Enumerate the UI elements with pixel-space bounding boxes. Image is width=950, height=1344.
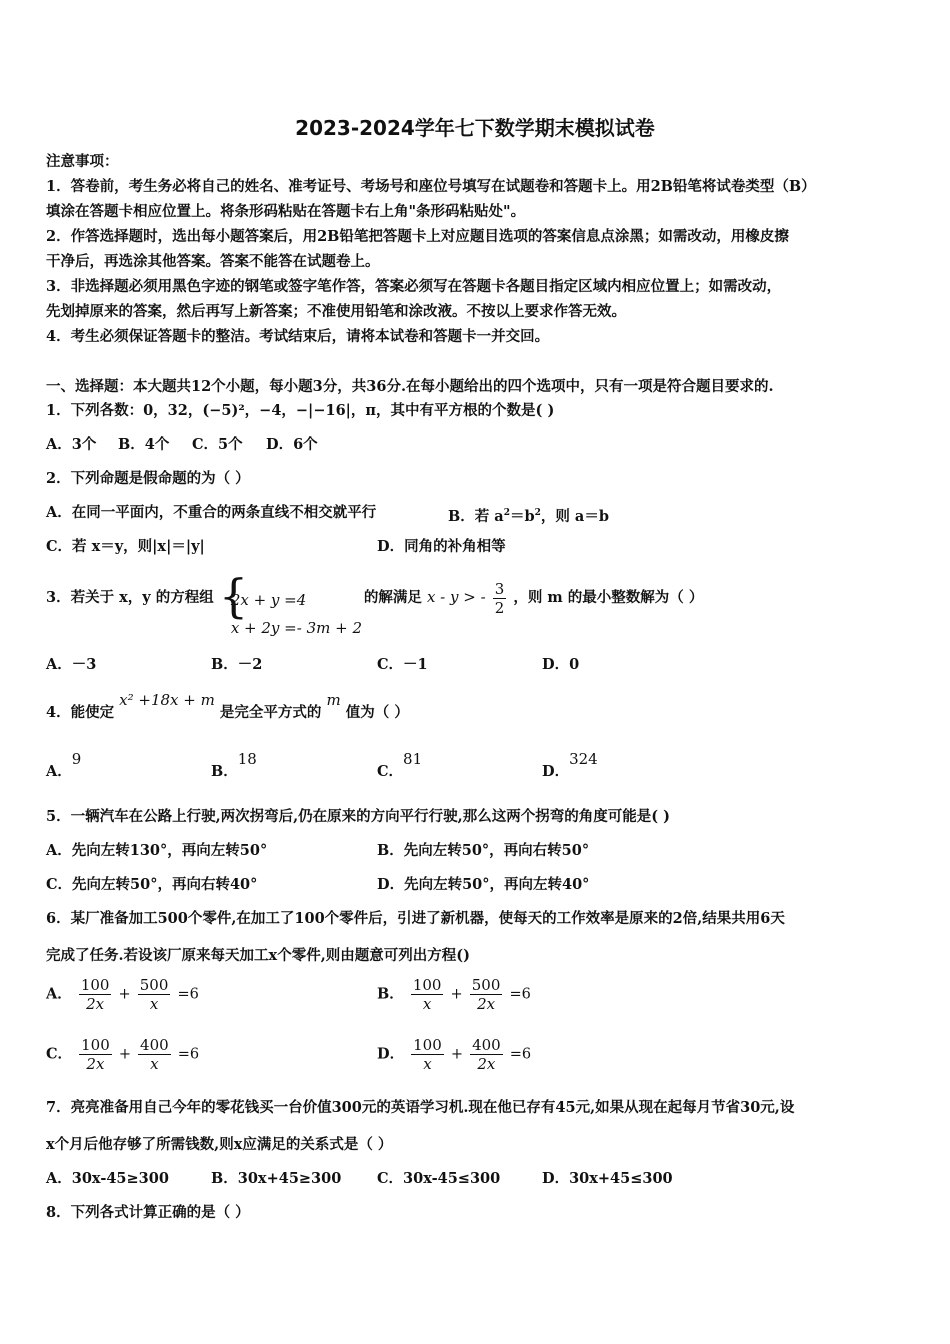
question-7-stem: 7．亮亮准备用自己今年的零花钱买一台价值300元的英语学习机.现在他已存有45元,如果从现在起每月节省30元,设 [46,1099,795,1116]
q6-option-c: C． $\frac{100}{2x}$ + $\frac{400}{x}$ =6 [46,1036,200,1073]
q2-option-d: D．同角的补角相等 [377,538,506,555]
q3-option-d: D．0 [542,656,580,673]
q6-option-a: A． $\frac{100}{2x}$ + $\frac{500}{x}$ =6 [46,976,199,1013]
notice-line: 2．作答选择题时，选出每小题答案后，用2B铅笔把答题卡上对应题目选项的答案信息点涂黑；如需改动，用橡皮擦 [46,228,789,245]
notice-heading: 注意事项： [46,153,119,170]
notice-line: 4．考生必须保证答题卡的整洁。考试结束后，请将本试卷和答题卡一并交回。 [46,328,550,345]
q5-option-a: A．先向左转130°，再向左转50° [46,842,268,859]
q5-option-b: B．先向左转50°，再向右转50° [377,842,590,859]
q7-option-c: C．30x-45≤300 [377,1170,501,1187]
question-8-stem: 8．下列各式计算正确的是（ ） [46,1204,250,1221]
q7-option-a: A．30x-45≥300 [46,1170,169,1187]
equation-system: { 2x + y =4 x + 2y =- 3m + 2 [218,569,362,637]
question-5-stem: 5．一辆汽车在公路上行驶,两次拐弯后,仍在原来的方向平行行驶,那么这两个拐弯的角度可能是( ) [46,808,670,825]
question-4-stem: 4．能使定 x² +18x + m 是完全平方式的 m 值为（ ） [46,691,409,721]
q3-option-a: A．－3 [46,656,97,673]
q1-option-c: C．5个 [192,436,243,453]
question-2-stem: 2．下列命题是假命题的为（ ） [46,470,250,487]
q7-option-d: D．30x+45≤300 [542,1170,673,1187]
q2-option-b: B．若 $a^2=b^2$，则 a＝b [448,507,609,525]
question-3-stem: 3．若关于 x，y 的方程组 { 2x + y =4 x + 2y =- 3m + 2 的解满足 x - y > - $\frac{3}{2}$ ，则 m 的最小整数解为（ ） [46,569,704,637]
notice-line: 1．答卷前，考生务必将自己的姓名、准考证号、考场号和座位号填写在试题卷和答题卡上。用2B铅笔将试卷类型（B） [46,178,816,195]
page-title: 2023-2024学年七下数学期末模拟试卷 [295,116,655,140]
notice-line: 3．非选择题必须用黑色字迹的钢笔或签字笔作答，答案必须写在答题卡各题目指定区域内相应位置上；如需改动， [46,278,782,295]
q5-option-d: D．先向左转50°，再向左转40° [377,876,590,893]
q1-option-d: D．6个 [266,436,318,453]
q2-option-a: A．在同一平面内，不重合的两条直线不相交就平行 [46,504,377,521]
q3-option-b: B．－2 [211,656,263,673]
q4-option-b: B．18 [211,750,257,780]
q3-option-c: C．－1 [377,656,428,673]
q1-option-a: A．3个 [46,436,97,453]
question-1-stem: 1．下列各数：0，32，(−5)²，−4，−|−16|，π，其中有平方根的个数是( ) [46,402,555,419]
notice-line: 干净后，再选涂其他答案。答案不能答在试题卷上。 [46,253,380,270]
question-6-stem: 6．某厂准备加工500个零件,在加工了100个零件后，引进了新机器，使每天的工作效率是原来的2倍,结果共用6天 [46,910,785,927]
q4-option-d: D．324 [542,750,598,780]
q5-option-c: C．先向左转50°，再向右转40° [46,876,258,893]
q6-option-b: B． $\frac{100}{x}$ + $\frac{500}{2x}$ =6 [377,976,531,1013]
q7-option-b: B．30x+45≥300 [211,1170,342,1187]
q6-option-d: D． $\frac{100}{x}$ + $\frac{400}{2x}$ =6 [377,1036,532,1073]
q4-option-c: C．81 [377,750,423,780]
question-6-stem-cont: 完成了任务.若设该厂原来每天加工x个零件,则由题意可列出方程() [46,947,470,964]
section-heading: 一、选择题：本大题共12个小题，每小题3分，共36分.在每小题给出的四个选项中，只有一项是符合题目要求的. [46,378,774,395]
q1-option-b: B．4个 [118,436,170,453]
q2-option-c: C．若 x＝y，则|x|＝|y| [46,538,205,555]
question-7-stem-cont: x个月后他存够了所需钱数,则x应满足的关系式是（ ） [46,1136,393,1153]
notice-line: 先划掉原来的答案，然后再写上新答案；不准使用铅笔和涂改液。不按以上要求作答无效。 [46,303,626,320]
notice-line: 填涂在答题卡相应位置上。将条形码粘贴在答题卡右上角"条形码粘贴处"。 [46,203,526,220]
q4-option-a: A．9 [46,750,82,780]
